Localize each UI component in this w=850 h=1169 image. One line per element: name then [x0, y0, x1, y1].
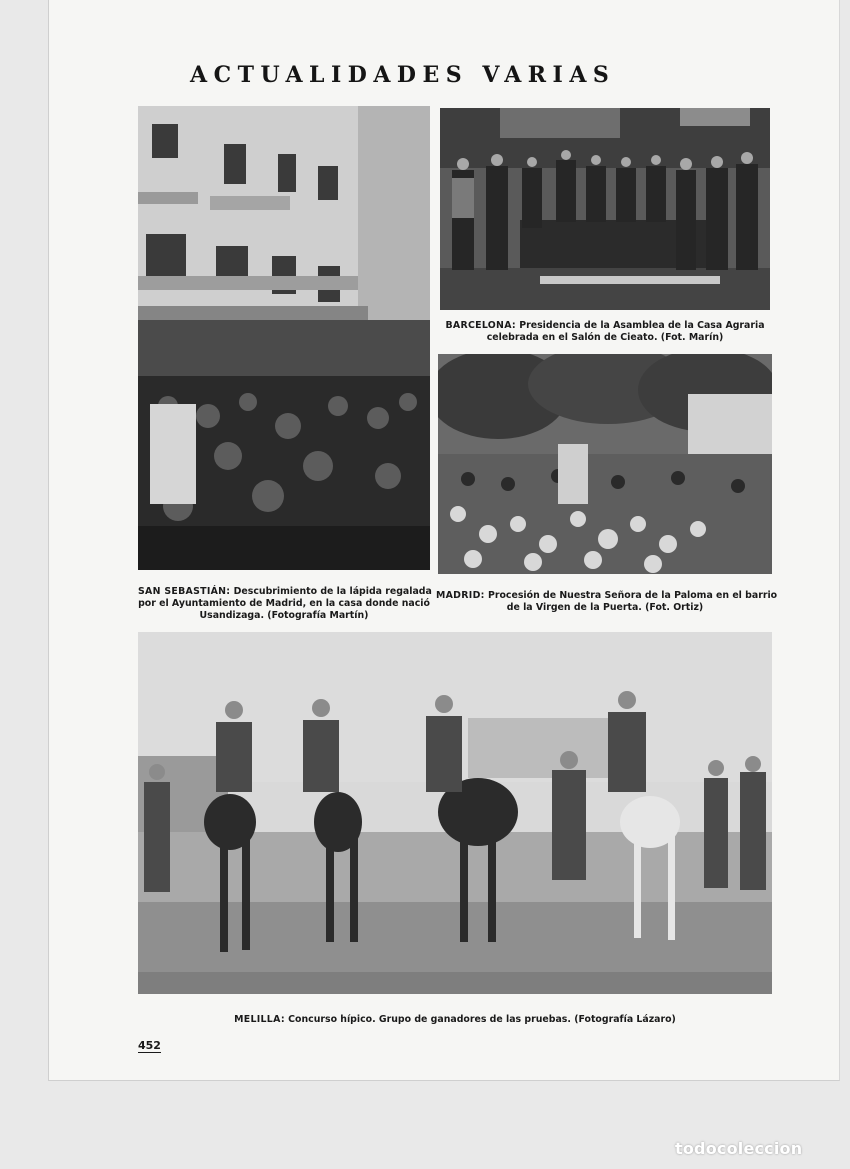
caption-text: Descubrimiento de la lápida regalada	[233, 586, 432, 597]
photo-barcelona	[440, 108, 770, 310]
caption-place: BARCELONA:	[445, 320, 516, 331]
caption-madrid	[436, 590, 778, 614]
caption-text: de la Virgen de la Puerta. (Fot. Ortiz)	[506, 602, 704, 613]
photo-melilla	[138, 632, 772, 994]
caption-text: Concurso hípico. Grupo de ganadores de las pruebas. (Fotografía Lázaro)	[288, 1014, 676, 1025]
caption-text: por el Ayuntamiento de Madrid, en la casa donde nació	[138, 598, 430, 609]
watermark-logo: todocoleccion	[675, 1139, 803, 1158]
caption-melilla	[138, 1014, 772, 1026]
caption-place: MADRID:	[436, 590, 485, 601]
caption-san-sebastian	[138, 586, 430, 622]
photo-san-sebastian	[138, 106, 430, 570]
page-title: ACTUALIDADES VARIAS	[190, 62, 616, 88]
caption-place: MELILLA:	[234, 1014, 285, 1025]
caption-text: Presidencia de la Asamblea de la Casa Agraria	[519, 320, 765, 331]
caption-text: celebrada en el Salón de Cieato. (Fot. Marín)	[486, 332, 724, 343]
caption-text: Usandizaga. (Fotografía Martín)	[199, 610, 369, 621]
photo-madrid	[438, 354, 772, 574]
caption-place: SAN SEBASTIÁN:	[138, 586, 231, 597]
page-number: 452	[138, 1039, 161, 1052]
caption-text: Procesión de Nuestra Señora de la Paloma en el barrio	[487, 590, 778, 601]
caption-barcelona	[440, 320, 770, 344]
